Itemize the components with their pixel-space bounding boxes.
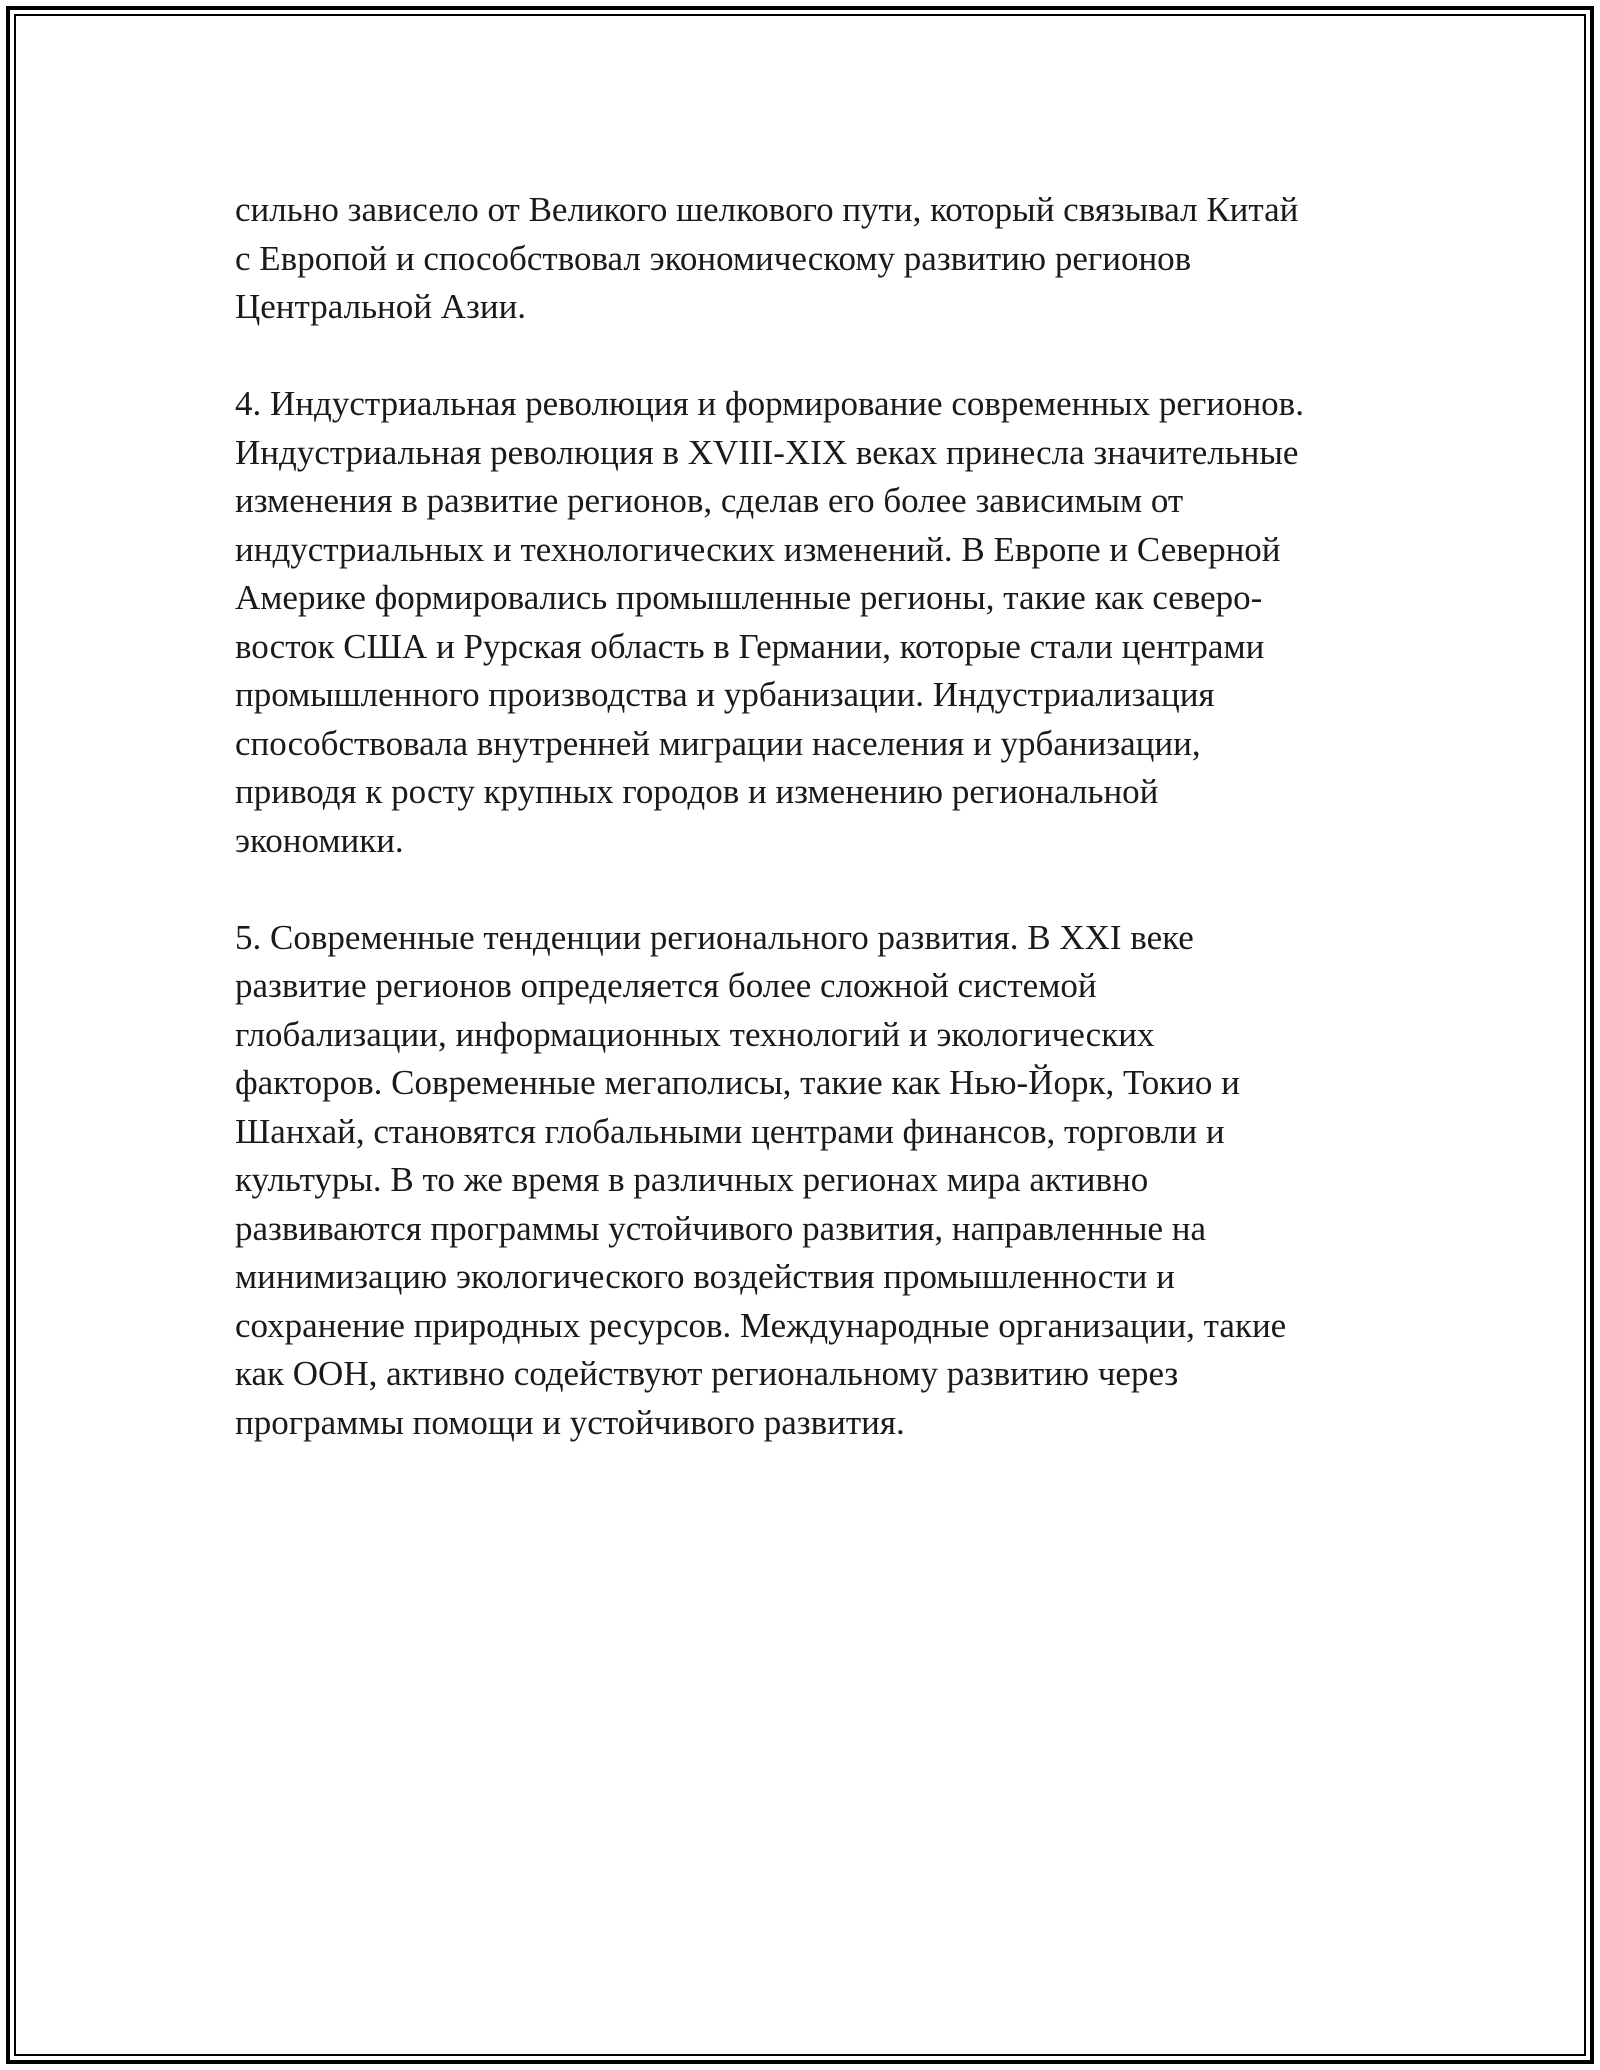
paragraph-silk-road-continuation: сильно зависело от Великого шелкового пути, который связывал Китай с Европой и способствовал экономическому развитию регионов Центральной Азии.: [235, 190, 1299, 326]
paragraph-modern-trends: 5. Современные тенденции регионального развития. В XXI веке развитие регионов определяется более сложной системой глобализации, информационных технологий и экологических факторов. Современные мегаполисы, такие как Нью-Йорк, Токио и Шанхай, становятся глобальными центрами финансов, торговли и культуры. В то же время в различных регионах мира активно развиваются программы устойчивого развития, направленные на минимизацию экологического воздействия промышленности и сохранение природных ресурсов. Международные организации, такие как ООН, активно содействуют региональному развитию через программы помощи и устойчивого развития.: [235, 917, 1287, 1442]
document-body: [235, 186, 1385, 1447]
paragraph-industrial-revolution: 4. Индустриальная революция и формирование современных регионов. Индустриальная революция в XVIII-XIX веках принесла значительные изменения в развитие регионов, сделав его более зависимым от индустриальных и технологических изменений. В Европе и Северной Америке формировались промышленные регионы, такие как северо- восток США и Рурская область в Германии, которые стали центрами промышленного производства и урбанизации. Индустриализация способствовала внутренней миграции населения и урбанизации, приводя к росту крупных городов и изменению региональной экономики.: [235, 384, 1304, 860]
